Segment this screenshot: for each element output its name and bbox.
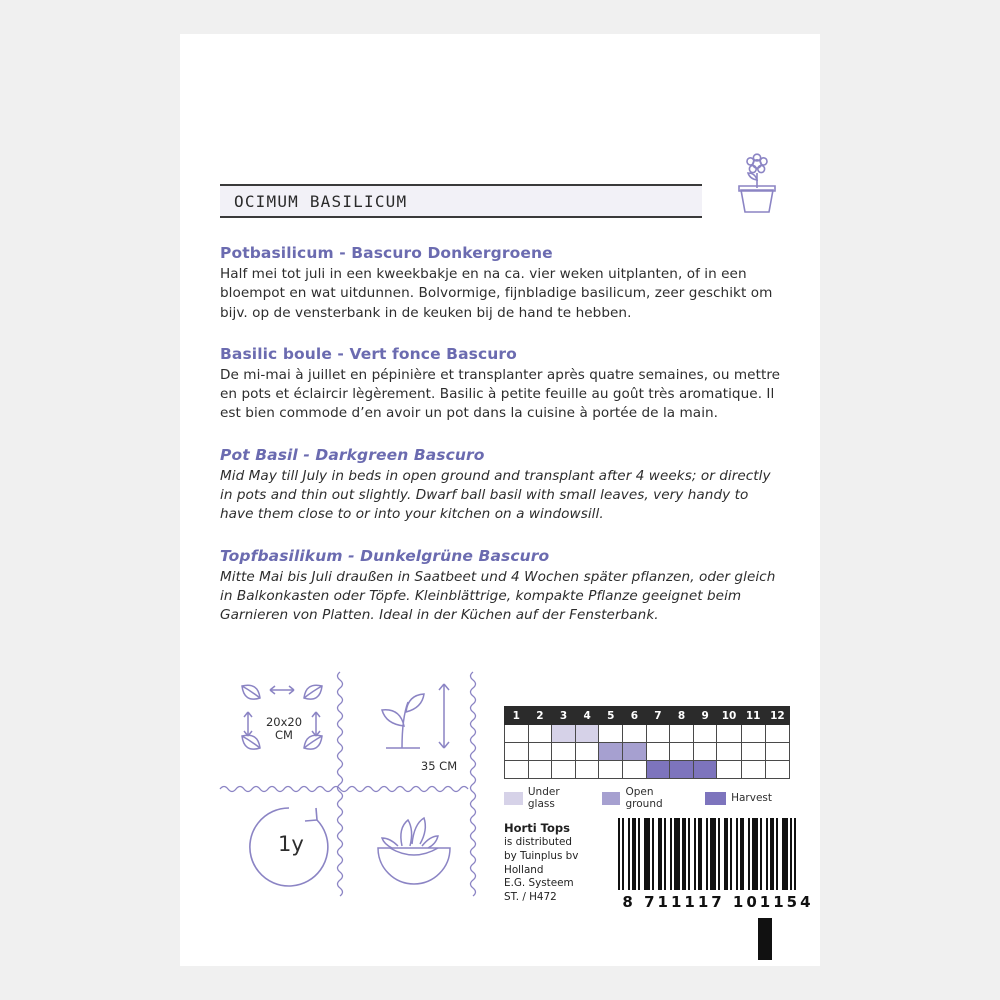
- month-cell: 5: [599, 707, 623, 725]
- wavy-divider-horizontal: [220, 784, 474, 794]
- seed-packet-back: [180, 34, 820, 966]
- legend-swatch-under-glass: [504, 792, 523, 805]
- month-cell: 9: [693, 707, 717, 725]
- legend-swatch-open-ground: [602, 792, 621, 805]
- barcode-number: 8 711117 101154: [622, 893, 814, 911]
- month-cell: 10: [717, 707, 741, 725]
- calendar-row-open-ground: [505, 743, 790, 761]
- month-cell: 8: [670, 707, 694, 725]
- month-cell: 4: [575, 707, 599, 725]
- de-title: Topfbasilikum - Dunkelgrüne Bascuro: [220, 546, 550, 565]
- wavy-divider-vertical-2: [468, 672, 478, 902]
- barcode: [618, 818, 818, 911]
- fr-title: Basilic boule - Vert fonce Bascuro: [220, 344, 517, 363]
- print-registration-mark: [758, 918, 772, 960]
- height-value: 35 CM: [420, 759, 458, 773]
- en-body: Mid May till July in beds in open ground and transplant after 4 weeks; or directly in pots and thin out slightly. Dwarf ball basil with small leaves, very handy to have them close to or into your kitchen on a windowsill.: [220, 467, 771, 523]
- legend-label-under-glass: Under glass: [527, 786, 560, 810]
- calendar-legend: [504, 786, 790, 810]
- latin-name-bar: [220, 184, 702, 218]
- plant-height-icon: [360, 674, 460, 774]
- leaf-spacing-icon: [234, 676, 330, 772]
- legend-label-open-ground: Open ground: [625, 786, 663, 810]
- packet-content: [220, 154, 785, 626]
- flower-pot-icon: [729, 154, 785, 216]
- pictogram-area: [220, 666, 814, 916]
- calendar-row-under-glass: [505, 725, 790, 743]
- nl-body: Half mei tot juli in een kweekbakje en na ca. vier weken uitplanten, of in een bloempot en wat uitdunnen. Bolvormige, fijnbladige basilicum, zeer geschikt om bijv. op de vensterbank in de keuken bij de hand te hebben.: [220, 266, 773, 321]
- sowing-calendar: [504, 706, 790, 810]
- month-cell: 3: [552, 707, 576, 725]
- nl-title: Potbasilicum - Bascuro Donkergroene: [220, 244, 553, 262]
- calendar-table: [504, 706, 790, 779]
- distributor-line: E.G. Systeem: [504, 877, 574, 890]
- month-cell: 11: [741, 707, 765, 725]
- de-body: Mitte Mai bis Juli draußen in Saatbeet und 4 Wochen später pflanzen, oder gleich in Balkonkasten oder Töpfe. Kleinblättrige, kompakte Pflanze geeignet beim Garnieren von Platten. Ideal in der Küchen auf der Fensterbank.: [220, 568, 776, 624]
- legend-open-ground: [602, 786, 687, 810]
- language-block-de: [220, 547, 785, 626]
- distributor-line: ST. / H472: [504, 891, 557, 904]
- legend-swatch-harvest: [705, 792, 726, 805]
- calendar-row-harvest: [505, 761, 790, 779]
- distributor-line: Holland: [504, 863, 544, 876]
- latin-name: OCIMUM BASILICUM: [234, 191, 408, 211]
- distributor-info: [504, 821, 578, 905]
- spacing-value: 20x20: [265, 715, 303, 729]
- month-cell: 7: [646, 707, 670, 725]
- month-cell: 6: [623, 707, 647, 725]
- en-title: Pot Basil - Darkgreen Bascuro: [220, 445, 485, 464]
- legend-label-harvest: Harvest: [731, 792, 772, 804]
- barcode-bars: [618, 818, 818, 890]
- legend-harvest: [705, 792, 772, 805]
- month-cell: 2: [528, 707, 552, 725]
- wavy-divider-vertical-1: [335, 672, 345, 902]
- calendar-month-header: [505, 707, 790, 725]
- distributor-line: by Tuinplus bv: [504, 849, 579, 862]
- lifetime-value: 1y: [278, 832, 304, 856]
- month-cell: 12: [765, 707, 789, 725]
- legend-under-glass: [504, 786, 584, 810]
- refresh-arrow-icon: [244, 802, 334, 892]
- distributor-line: is distributed: [504, 836, 572, 849]
- title-row: [220, 154, 785, 218]
- language-block-en: [220, 446, 785, 525]
- month-cell: 1: [505, 707, 529, 725]
- language-block-fr: [220, 345, 785, 424]
- brand-name: Horti Tops: [504, 821, 570, 835]
- language-block-nl: [220, 244, 785, 323]
- spacing-unit: CM: [275, 728, 293, 743]
- fr-body: De mi-mai à juillet en pépinière et transplanter après quatre semaines, ou mettre en pots et éclaircir lègèrement. Basilic à petite feuille au goût très aromatique. Il est bien commode d’en avoir un pot dans la cuisine à portée de la main.: [220, 366, 781, 422]
- harvest-basket-icon: [368, 808, 460, 890]
